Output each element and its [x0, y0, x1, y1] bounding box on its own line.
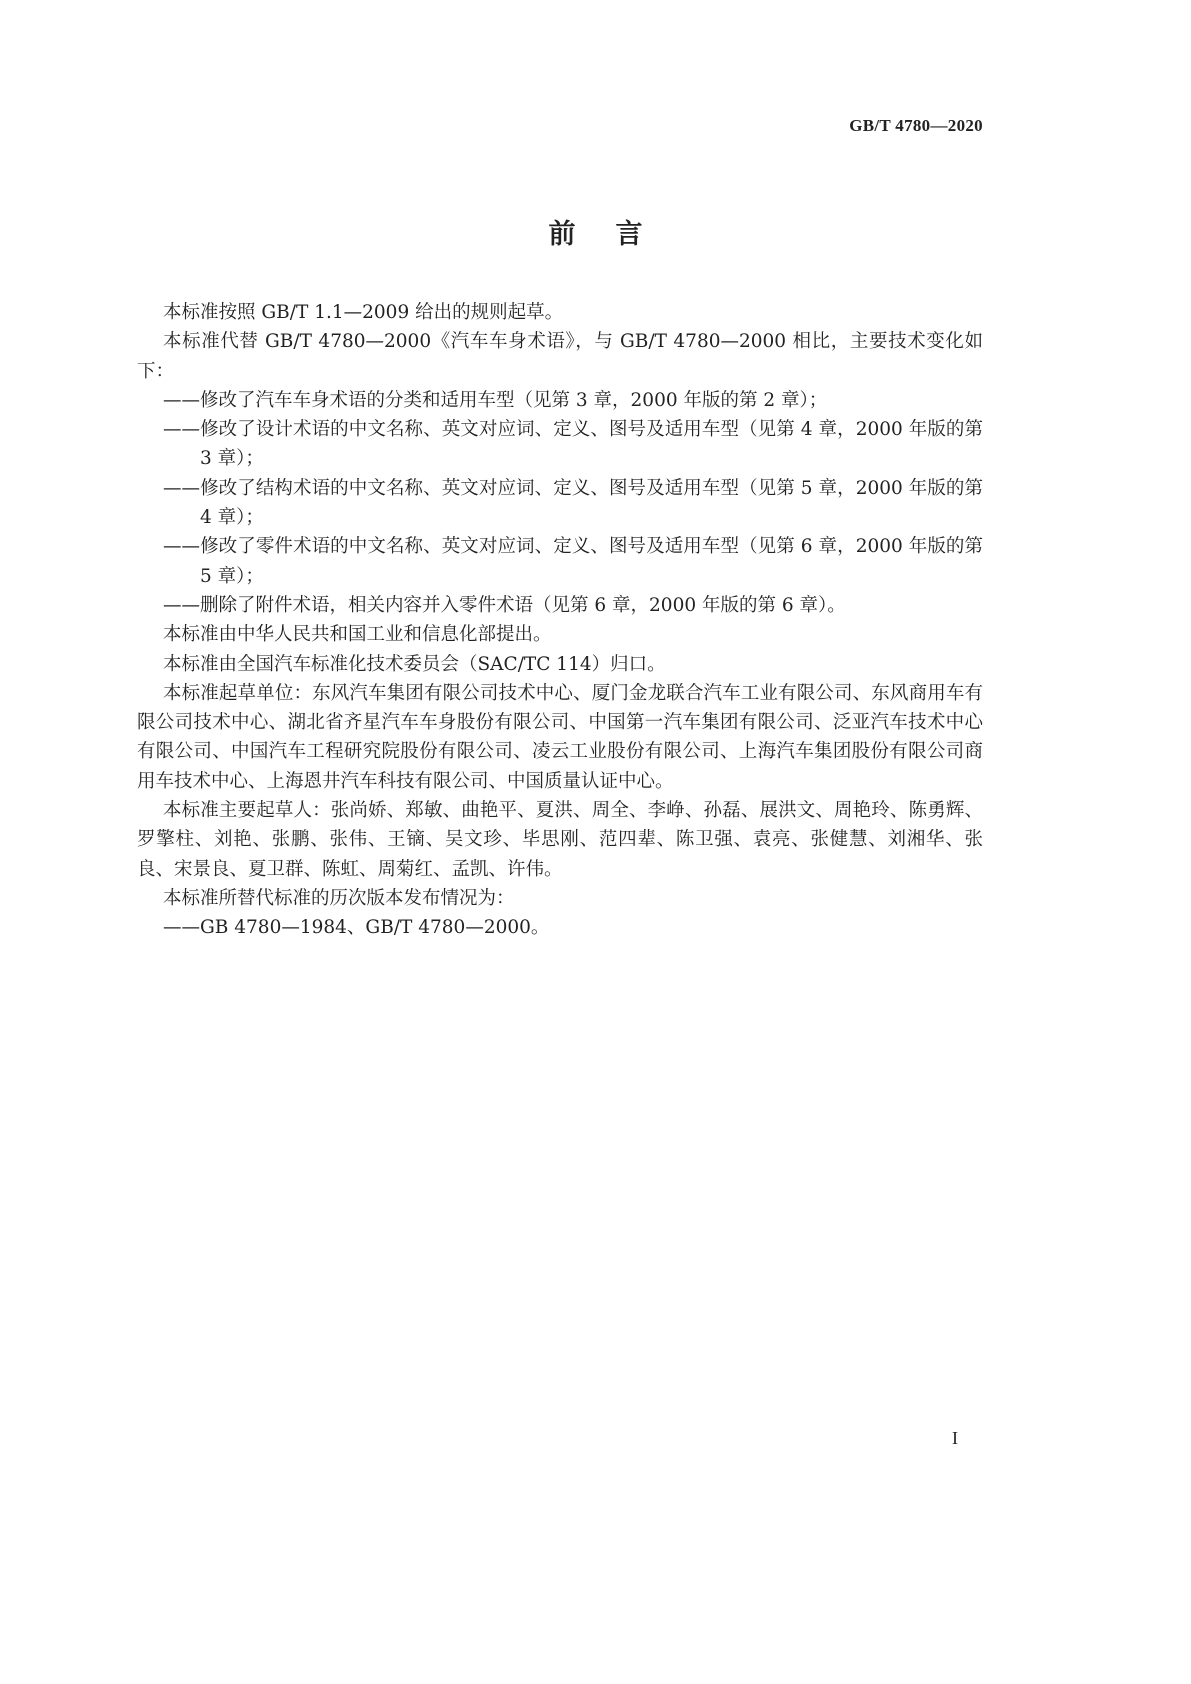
change-item: ——修改了零件术语的中文名称、英文对应词、定义、图号及适用车型（见第 6 章，2000 年版的第 5 章）；	[163, 536, 983, 587]
paragraph-proposed-by: 本标准由中华人民共和国工业和信息化部提出。	[163, 624, 552, 646]
paragraph-drafters: 本标准主要起草人：张尚娇、郑敏、曲艳平、夏洪、周全、李峥、孙磊、展洪文、周艳玲、陈勇辉、罗擎柱、刘艳、张鹏、张伟、王镝、吴文珍、毕思刚、范四辈、陈卫强、袁亮、张健慧、刘湘华、张良、宋景良、夏卫群、陈虹、周菊红、孟凯、许伟。	[137, 800, 983, 880]
paragraph-previous-editions: 本标准所替代标准的历次版本发布情况为：	[163, 887, 515, 909]
page-number: I	[952, 1428, 958, 1448]
change-item: ——修改了设计术语的中文名称、英文对应词、定义、图号及适用车型（见第 4 章，2000 年版的第 3 章）；	[163, 419, 983, 470]
paragraph-drafting-units: 本标准起草单位：东风汽车集团有限公司技术中心、厦门金龙联合汽车工业有限公司、东风商用车有限公司技术中心、湖北省齐星汽车车身股份有限公司、中国第一汽车集团有限公司、泛亚汽车技术中心有限公司、中国汽车工程研究院股份有限公司、凌云工业股份有限公司、上海汽车集团股份有限公司商用车技术中心、上海恩井汽车科技有限公司、中国质量认证中心。	[137, 682, 983, 792]
paragraph-drafting-rules: 本标准按照 GB/T 1.1—2009 给出的规则起草。	[163, 302, 564, 323]
page-title: 前言	[548, 219, 683, 250]
standard-number-header: GB/T 4780—2020	[849, 116, 983, 135]
paragraph-replaces: 本标准代替 GB/T 4780—2000《汽车车身术语》，与 GB/T 4780—2000 相比，主要技术变化如下：	[137, 331, 983, 382]
paragraph-under-jurisdiction: 本标准由全国汽车标准化技术委员会（SAC/TC 114）归口。	[163, 653, 666, 675]
change-item: ——修改了结构术语的中文名称、英文对应词、定义、图号及适用车型（见第 5 章，2000 年版的第 4 章）；	[163, 477, 983, 529]
change-item: ——修改了汽车车身术语的分类和适用车型（见第 3 章，2000 年版的第 2 章）；	[163, 389, 828, 411]
foreword-body	[137, 298, 983, 943]
previous-edition-item: ——GB 4780—1984、GB/T 4780—2000。	[163, 917, 550, 939]
change-item: ——删除了附件术语，相关内容并入零件术语（见第 6 章，2000 年版的第 6 章）。	[163, 594, 846, 616]
